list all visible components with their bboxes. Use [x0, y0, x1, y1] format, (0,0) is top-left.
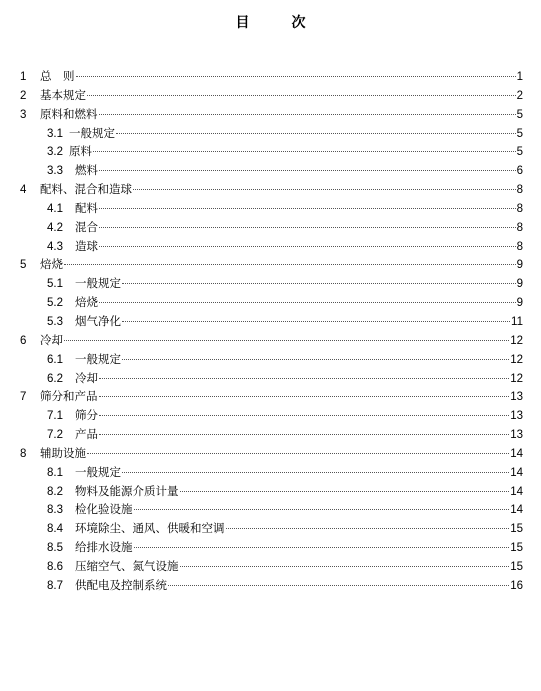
toc-entry-number: 8.2	[47, 485, 63, 498]
dot-leader	[87, 95, 516, 96]
toc-entry-number: 1	[20, 71, 27, 83]
dot-leader	[64, 340, 509, 341]
toc-entry-page-number: 8	[516, 221, 523, 234]
toc-entry[interactable]	[20, 350, 523, 369]
toc-entry-label: 原料	[69, 144, 92, 159]
toc-entry[interactable]	[20, 369, 523, 388]
toc-entry-number: 4.3	[47, 240, 63, 253]
dot-leader	[87, 453, 509, 454]
toc-entry-number: 5.3	[47, 315, 63, 328]
toc-entry-label: 筛分和产品	[40, 389, 98, 404]
toc-entry-page-number: 5	[516, 108, 523, 121]
toc-entry-page-number: 14	[510, 466, 523, 479]
toc-entry[interactable]	[20, 105, 523, 124]
toc-entry-page-number: 15	[510, 560, 523, 573]
toc-entry-page-number: 12	[510, 334, 523, 347]
toc-entry-number: 2	[20, 89, 27, 102]
toc-entry-label: 烟气净化	[75, 313, 121, 328]
toc-entry-label: 一般规定	[75, 276, 121, 291]
toc-entry[interactable]	[20, 274, 523, 293]
dot-leader	[122, 472, 509, 473]
toc-entry[interactable]	[20, 500, 523, 519]
toc-entry-number: 4.2	[47, 221, 63, 234]
toc-entry[interactable]	[20, 124, 523, 143]
toc-entry-label: 给排水设施	[75, 540, 133, 555]
dot-leader	[99, 114, 516, 115]
toc-entry-number: 8.1	[47, 466, 63, 479]
toc-entry-number: 3.2	[47, 146, 63, 159]
toc-entry-label: 一般规定	[69, 125, 115, 140]
dot-leader	[122, 359, 509, 360]
toc-entry-page-number: 13	[510, 391, 523, 404]
toc-entry-number: 5.1	[47, 278, 63, 291]
toc-entry-page-number: 14	[510, 504, 523, 517]
toc-entry-page-number: 8	[516, 240, 523, 253]
toc-entry-page-number: 6	[516, 165, 523, 178]
toc-entry-number: 8.3	[47, 504, 63, 517]
table-of-contents	[20, 67, 523, 595]
dot-leader	[99, 415, 509, 416]
toc-entry-number: 6.2	[47, 372, 63, 385]
toc-entry-number: 4	[20, 184, 27, 197]
toc-entry-page-number: 5	[516, 127, 523, 140]
toc-entry-label: 配料	[75, 200, 98, 215]
toc-entry[interactable]	[20, 387, 523, 406]
toc-entry[interactable]	[20, 293, 523, 312]
toc-entry-label: 物料及能源介质计量	[75, 483, 179, 498]
dot-leader	[93, 151, 516, 152]
dot-leader	[99, 396, 510, 397]
toc-entry-page-number: 9	[516, 278, 523, 291]
toc-entry-number: 5.2	[47, 297, 63, 310]
toc-entry[interactable]	[20, 199, 523, 218]
page-title: 目 次	[235, 15, 320, 31]
toc-entry-page-number: 1	[516, 71, 523, 83]
toc-entry-label: 冷却	[75, 370, 98, 385]
toc-entry-number: 6.1	[47, 353, 63, 366]
toc-entry[interactable]	[20, 519, 523, 538]
toc-entry-page-number: 5	[516, 146, 523, 159]
toc-entry[interactable]	[20, 312, 523, 331]
toc-entry-number: 8	[20, 447, 27, 460]
toc-entry-number: 5	[20, 259, 27, 272]
toc-entry-page-number: 13	[510, 429, 523, 442]
toc-entry-page-number: 8	[516, 184, 523, 197]
toc-entry-page-number: 14	[510, 485, 523, 498]
toc-entry-number: 7	[20, 391, 27, 404]
dot-leader	[99, 378, 509, 379]
toc-entry-label: 环境除尘、通风、供暖和空调	[75, 521, 225, 536]
dot-leader	[180, 566, 510, 567]
toc-entry-number: 4.1	[47, 202, 63, 215]
toc-entry-label: 混合	[75, 219, 98, 234]
toc-entry[interactable]	[20, 67, 523, 86]
toc-entry-number: 3.3	[47, 165, 63, 178]
toc-entry-label: 基本规定	[40, 87, 86, 102]
toc-entry[interactable]	[20, 482, 523, 501]
toc-entry-number: 7.2	[47, 429, 63, 442]
toc-entry[interactable]	[20, 161, 523, 180]
toc-entry-page-number: 9	[516, 297, 523, 310]
toc-entry[interactable]	[20, 444, 523, 463]
dot-leader	[134, 547, 510, 548]
toc-entry-number: 8.7	[47, 579, 63, 592]
toc-entry-label: 压缩空气、氮气设施	[75, 558, 179, 573]
toc-entry-label: 供配电及控制系统	[75, 577, 167, 592]
toc-entry-page-number: 9	[516, 259, 523, 272]
toc-entry-page-number: 12	[510, 372, 523, 385]
toc-entry-page-number: 11	[511, 315, 523, 328]
toc-entry[interactable]	[20, 425, 523, 444]
toc-entry-label: 筛分	[75, 408, 98, 423]
dot-leader	[99, 170, 516, 171]
dot-leader	[76, 76, 516, 77]
toc-entry-number: 8.5	[47, 542, 63, 555]
toc-entry[interactable]	[20, 557, 523, 576]
dot-leader	[168, 585, 509, 586]
toc-entry[interactable]	[20, 406, 523, 425]
toc-entry[interactable]	[20, 86, 523, 105]
toc-entry-number: 3	[20, 108, 27, 121]
dot-leader	[99, 434, 509, 435]
toc-entry-label: 总 则	[40, 69, 75, 83]
dot-leader	[99, 246, 516, 247]
toc-entry-number: 6	[20, 334, 27, 347]
toc-entry-page-number: 13	[510, 410, 523, 423]
toc-entry[interactable]	[20, 237, 523, 256]
toc-entry-label: 造球	[75, 238, 98, 253]
toc-entry[interactable]	[20, 538, 523, 557]
dot-leader	[64, 264, 516, 265]
toc-entry-page-number: 12	[510, 353, 523, 366]
toc-entry-label: 辅助设施	[40, 445, 86, 460]
toc-entry-label: 检化验设施	[75, 502, 133, 517]
toc-entry-number: 7.1	[47, 410, 63, 423]
toc-entry-page-number: 14	[510, 447, 523, 460]
toc-entry-page-number: 15	[510, 542, 523, 555]
toc-entry-page-number: 16	[510, 579, 523, 592]
toc-entry-label: 原料和燃料	[40, 106, 98, 121]
toc-entry-label: 燃料	[75, 163, 98, 178]
dot-leader	[134, 509, 510, 510]
dot-leader	[226, 528, 510, 529]
toc-entry-label: 一般规定	[75, 464, 121, 479]
toc-entry-label: 焙烧	[75, 295, 98, 310]
dot-leader	[122, 321, 510, 322]
toc-entry-page-number: 2	[516, 89, 523, 102]
toc-entry[interactable]	[20, 180, 523, 199]
toc-entry-page-number: 15	[510, 523, 523, 536]
toc-entry-number: 8.4	[47, 523, 63, 536]
toc-entry-number: 3.1	[47, 127, 63, 140]
dot-leader	[180, 491, 510, 492]
toc-entry-label: 焙烧	[40, 257, 63, 272]
toc-entry[interactable]	[20, 142, 523, 161]
toc-entry-label: 冷却	[40, 332, 63, 347]
toc-entry[interactable]	[20, 218, 523, 237]
toc-entry[interactable]	[20, 576, 523, 595]
dot-leader	[99, 208, 516, 209]
dot-leader	[99, 227, 516, 228]
toc-entry[interactable]	[20, 255, 523, 274]
toc-entry[interactable]	[20, 331, 523, 350]
toc-entry[interactable]	[20, 463, 523, 482]
dot-leader	[99, 302, 516, 303]
toc-entry-label: 产品	[75, 427, 98, 442]
toc-entry-label: 配料、混合和造球	[40, 182, 132, 197]
dot-leader	[116, 133, 516, 134]
toc-entry-number: 8.6	[47, 560, 63, 573]
toc-entry-label: 一般规定	[75, 351, 121, 366]
toc-entry-page-number: 8	[516, 202, 523, 215]
dot-leader	[122, 283, 516, 284]
dot-leader	[133, 189, 516, 190]
